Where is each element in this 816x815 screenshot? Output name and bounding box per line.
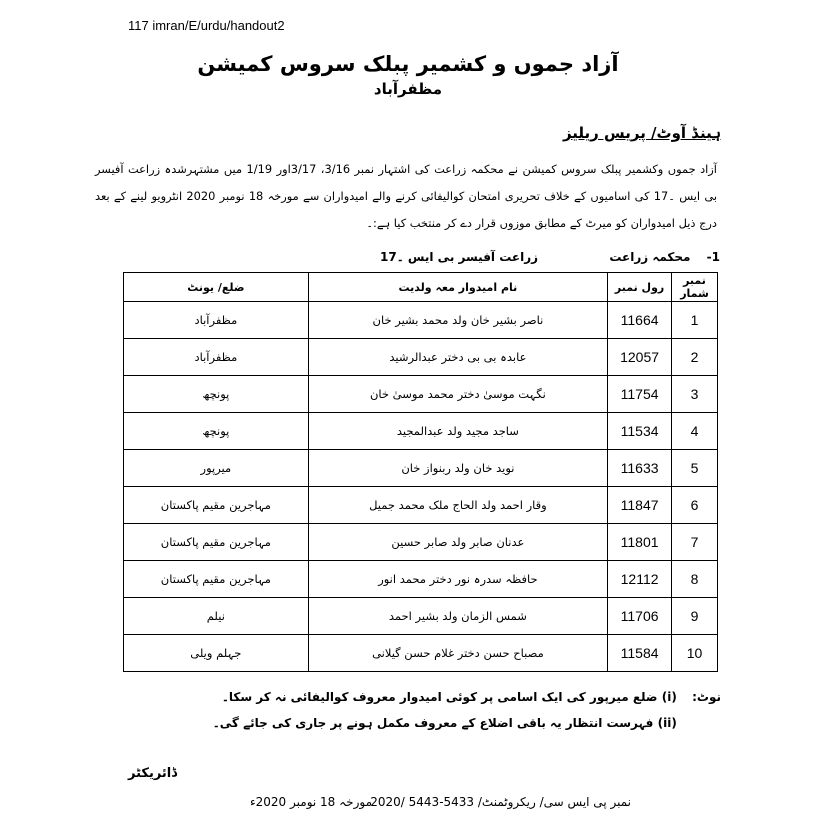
section-number: 1- — [706, 250, 720, 264]
district-cell: مہاجرین مقیم پاکستان — [124, 524, 309, 561]
roll-cell: 12112 — [608, 561, 672, 598]
name-cell: ناصر بشیر خان ولد محمد بشیر خان — [308, 302, 607, 339]
department-line — [609, 250, 720, 264]
note-marker: (i) — [661, 690, 677, 704]
roll-cell: 11801 — [608, 524, 672, 561]
press-release-heading: ہینڈ آوٹ/ پریس ریلیز — [562, 124, 721, 142]
notes-section — [213, 684, 721, 736]
roll-cell: 11584 — [608, 635, 672, 672]
header-serial: نمبر شمار — [672, 273, 718, 302]
notes-label: نوٹ: — [692, 690, 721, 704]
name-cell: نگہت موسیٰ دختر محمد موسیٰ خان — [308, 376, 607, 413]
district-cell: مظفرآباد — [124, 302, 309, 339]
post-name: زراعت آفیسر بی ایس ۔17 — [380, 250, 539, 264]
selected-candidates-table — [123, 272, 718, 672]
district-cell: پونچھ — [124, 376, 309, 413]
name-cell: ساجد مجید ولد عبدالمجید — [308, 413, 607, 450]
district-cell: میرپور — [124, 450, 309, 487]
district-cell: مہاجرین مقیم پاکستان — [124, 561, 309, 598]
document-reference: 117 imran/E/urdu/handout2 — [128, 18, 285, 33]
district-cell: مہاجرین مقیم پاکستان — [124, 487, 309, 524]
name-cell: وقار احمد ولد الحاج ملک محمد جمیل — [308, 487, 607, 524]
table-row — [124, 524, 718, 561]
header-district: ضلع/ یونٹ — [124, 273, 309, 302]
district-cell: مظفرآباد — [124, 339, 309, 376]
serial-cell: 8 — [672, 561, 718, 598]
serial-cell: 2 — [672, 339, 718, 376]
dispatch-number: نمبر پی ایس سی/ ریکروٹمنٹ/ 5433-5443 /2020 — [370, 795, 631, 809]
table-row — [124, 302, 718, 339]
issue-date: مورخہ 18 نومبر 2020ء — [250, 795, 373, 809]
name-cell: مصباح حسن دختر غلام حسن گیلانی — [308, 635, 607, 672]
table-row — [124, 635, 718, 672]
roll-cell: 11754 — [608, 376, 672, 413]
note-text: ضلع میرپور کی ایک اسامی پر کوئی امیدوار معروف کوالیفائی نہ کر سکا۔ — [221, 690, 658, 704]
serial-cell: 5 — [672, 450, 718, 487]
table-row — [124, 598, 718, 635]
serial-cell: 6 — [672, 487, 718, 524]
serial-cell: 4 — [672, 413, 718, 450]
header-roll: رول نمبر — [608, 273, 672, 302]
name-cell: نوید خان ولد ربنواز خان — [308, 450, 607, 487]
note-item — [213, 684, 721, 710]
roll-cell: 11847 — [608, 487, 672, 524]
table-row — [124, 561, 718, 598]
table-row — [124, 450, 718, 487]
table-row — [124, 413, 718, 450]
roll-cell: 11633 — [608, 450, 672, 487]
announcement-paragraph: آزاد جموں وکشمیر پبلک سروس کمیشن نے محکمہ زراعت کی اشتہار نمبر 3/16، 3/17اور 1/19 میں مشتہرشدہ زراعت آفیسر بی ایس ۔17 کی اسامیوں کے خلاف تحریری امتحان کوالیفائی کرنے والے امیدواران سے مورخہ 18 نومبر 2020 انٹرویو لینے کے بعد درج ذیل امیدواران کو میرٹ کے مطابق موزوں قرار دے کر منتخب کیا ہے:۔ — [95, 162, 718, 230]
signatory-title: ڈائریکٹر — [128, 766, 178, 781]
note-item — [213, 710, 721, 736]
roll-cell: 12057 — [608, 339, 672, 376]
serial-cell: 10 — [672, 635, 718, 672]
department-name: محکمہ زراعت — [609, 250, 691, 264]
note-marker: (ii) — [657, 716, 677, 730]
table-header-row — [124, 273, 718, 302]
district-cell: جہلم ویلی — [124, 635, 309, 672]
serial-cell: 7 — [672, 524, 718, 561]
roll-cell: 11664 — [608, 302, 672, 339]
name-cell: شمس الزمان ولد بشیر احمد — [308, 598, 607, 635]
commission-title: آزاد جموں و کشمیر پبلک سروس کمیشن — [197, 52, 619, 76]
roll-cell: 11534 — [608, 413, 672, 450]
roll-cell: 11706 — [608, 598, 672, 635]
table-row — [124, 487, 718, 524]
serial-cell: 3 — [672, 376, 718, 413]
district-cell: نیلم — [124, 598, 309, 635]
district-cell: پونچھ — [124, 413, 309, 450]
table-row — [124, 376, 718, 413]
serial-cell: 9 — [672, 598, 718, 635]
serial-cell: 1 — [672, 302, 718, 339]
note-text: فہرست انتظار یہ باقی اضلاع کے معروف مکمل ہونے پر جاری کی جائے گی۔ — [212, 716, 654, 730]
table-row — [124, 339, 718, 376]
city-name: مظفرآباد — [373, 80, 443, 98]
name-cell: حافظہ سدرہ نور دختر محمد انور — [308, 561, 607, 598]
name-cell: عدنان صابر ولد صابر حسین — [308, 524, 607, 561]
name-cell: عابدہ بی بی دختر عبدالرشید — [308, 339, 607, 376]
header-name: نام امیدوار معہ ولدیت — [308, 273, 607, 302]
